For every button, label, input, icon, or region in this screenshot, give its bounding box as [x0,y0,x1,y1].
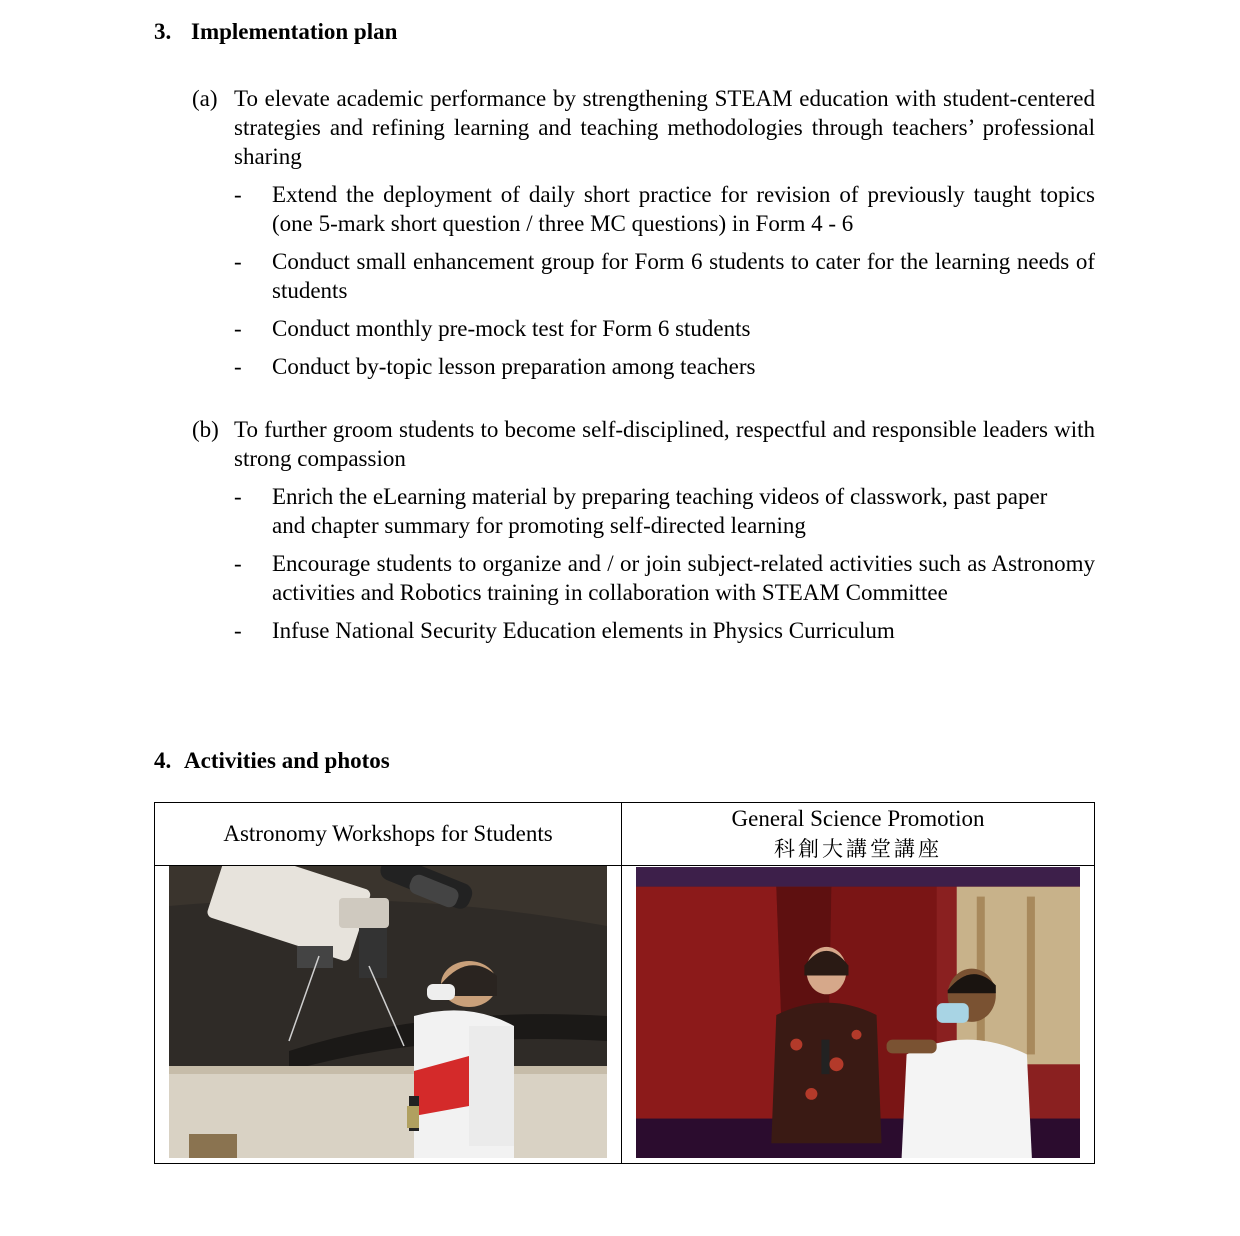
bullet-dash: - [234,182,242,207]
section-3-title: Implementation plan [191,19,398,44]
list-item: - Enrich the eLearning material by preparing teaching videos of classwork, past paper and chapter summary for promoting self-directed learning [234,484,1048,538]
science-promotion-header-en: General Science Promotion [731,806,985,831]
subsection-b [192,415,1095,654]
astronomy-photo-cell [155,866,622,1164]
bullet-dash: - [234,551,242,576]
section-3-number: 3. [154,19,172,44]
list-item: - Extend the deployment of daily short practice for revision of previously taught topics (one 5-mark short question / three MC questions) in Form 4 - 6 [234,182,1095,236]
bullet-dash: - [234,484,242,509]
subsection-b-bullets [192,482,1095,645]
astronomy-workshop-photo [169,866,607,1158]
lecture-scene-image [636,867,1080,1158]
subsection-a-bullets [192,180,1095,381]
subsection-a-label: (a) [192,86,218,111]
subsection-a [192,84,1095,390]
section-4-heading [154,748,390,774]
list-item: - Conduct monthly pre-mock test for Form 6 students [234,316,751,341]
science-promotion-photo [636,867,1080,1158]
subsection-a-text: To elevate academic performance by strengthening STEAM education with student-centered strategies and refining learning and teaching methodologies through teachers’ professional sharing [234,86,1095,169]
list-item: - Conduct by-topic lesson preparation among teachers [234,354,756,379]
bullet-dash: - [234,316,242,341]
science-promotion-photo-cell [622,866,1095,1164]
activities-table [154,802,1095,1164]
bullet-dash: - [234,249,242,274]
list-item: - Conduct small enhancement group for Form 6 students to cater for the learning needs of students [234,249,1095,303]
astronomy-header: Astronomy Workshops for Students [223,821,553,846]
section-4-number: 4. [154,748,172,773]
science-promotion-header-cell [622,803,1095,866]
bullet-dash: - [234,618,242,643]
subsection-b-label: (b) [192,417,219,442]
subsection-b-text: To further groom students to become self-disciplined, respectful and responsible leaders with strong compassion [234,417,1095,471]
telescope-scene-image [169,866,607,1158]
section-4-title: Activities and photos [184,748,390,773]
science-promotion-header-zh: 科創大講堂講座 [774,837,942,861]
astronomy-header-cell [155,803,622,866]
table-photo-row [155,866,1095,1164]
section-3-heading [154,19,397,45]
bullet-dash: - [234,354,242,379]
table-header-row [155,803,1095,866]
list-item: - Infuse National Security Education elements in Physics Curriculum [234,618,895,643]
list-item: - Encourage students to organize and / or join subject-related activities such as Astronomy activities and Robotics training in collaboration with STEAM Committee [234,551,1095,605]
